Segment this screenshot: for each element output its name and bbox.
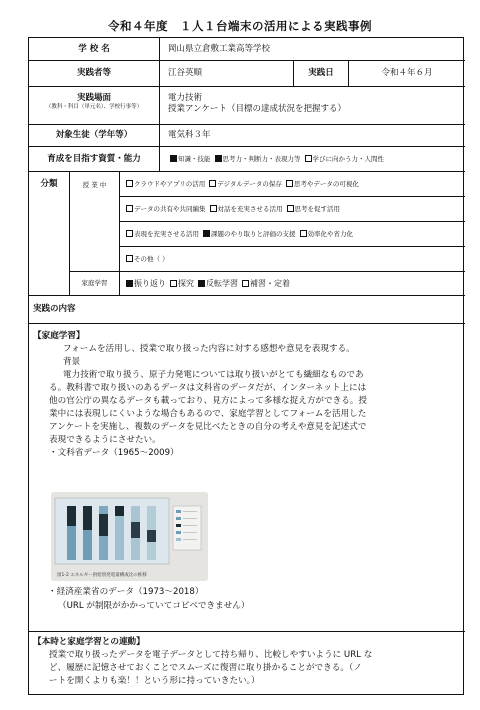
class-option[interactable]: デジタルデータの保存	[209, 179, 282, 190]
school-value: 岡山県立倉敷工業高等学校	[159, 38, 465, 60]
checkbox-icon	[286, 180, 293, 187]
home-option[interactable]: 補習・定着	[242, 278, 290, 289]
practitioner-value: 江谷英順	[159, 60, 293, 86]
checkbox-icon	[203, 230, 210, 237]
section-2	[29, 631, 465, 696]
intro-text: フォームを活用し、授業で取り扱った内容に対する感想や意見を表現する。	[63, 344, 355, 354]
class-label: 授 業 中	[69, 171, 119, 271]
paragraph-line: 他の官公庁の異なるデータも載っており、見方によって多様な捉え方ができる。授	[49, 396, 367, 406]
checkbox-icon	[126, 280, 133, 287]
data-source-1: ・文科省データ（1965～2009）	[49, 448, 179, 458]
home-label: 家庭学習	[69, 271, 119, 295]
ability-label: 育成を目指す資質・能力	[29, 146, 159, 171]
checkbox-icon	[215, 155, 222, 162]
scene-label: 実践場面	[76, 93, 111, 103]
section-2-line: ど、履歴に記憶させておくことでスムーズに復習に取り掛かることができる。（ノ	[49, 663, 362, 673]
paragraph-line: る。教科書で取り扱いのあるデータは文科省のデータだが、インターネット上には	[49, 383, 367, 393]
section-2-title: 【本時と家庭学習との連動】	[33, 637, 145, 647]
scene-line2: 授業アンケート（目標の達成状況を把握する）	[168, 104, 346, 114]
photo-caption: 図1-2 エネルギー供給別発電量構成比の推移	[57, 573, 147, 578]
checkbox-icon	[210, 205, 217, 212]
paragraph-line: 電力技術で取り扱う、原子力発電については取り扱いがとても繊細なものであ	[63, 370, 364, 380]
home-option[interactable]: 振り返り	[126, 278, 166, 289]
section-title: 【家庭学習】	[33, 331, 85, 341]
class-row-3	[119, 221, 465, 246]
checkbox-icon	[300, 230, 307, 237]
background-label: 背景	[63, 357, 81, 367]
checkbox-icon	[242, 280, 249, 287]
textbook-chart-photo	[51, 492, 208, 581]
checkbox-icon	[305, 155, 312, 162]
ability-option[interactable]: 知識・技能	[170, 154, 211, 165]
checkbox-icon	[170, 155, 177, 162]
class-option[interactable]: クラウドやアプリの活用	[126, 179, 205, 190]
scene-line1: 電力技術	[168, 93, 203, 103]
ability-option[interactable]: 思考力・判断力・表現力等	[215, 154, 301, 165]
checkbox-icon	[126, 205, 133, 212]
content-body	[29, 323, 465, 631]
classification-label: 分類	[29, 171, 69, 295]
class-option[interactable]: 思考やデータの可視化	[286, 179, 359, 190]
home-option[interactable]: 反転学習	[198, 278, 238, 289]
checkbox-icon	[209, 180, 216, 187]
class-option[interactable]: 表現を充実させる活用	[126, 229, 199, 240]
home-row	[119, 271, 465, 295]
home-option[interactable]: 探究	[170, 278, 194, 289]
data-source-2: ・経済産業省のデータ（1973～2018）	[48, 587, 204, 597]
data-source-2-note: （URL が制限がかかっていてコピペできません）	[58, 601, 250, 611]
class-row-1	[119, 171, 465, 196]
scene-label-cell	[29, 86, 159, 124]
class-row-2	[119, 196, 465, 221]
date-label: 実践日	[293, 60, 348, 86]
class-option[interactable]: 思考を促す活用	[287, 204, 341, 215]
scene-value-cell	[159, 86, 465, 124]
scene-sublabel: （教科・科目（単元名）、学校行事等）	[45, 104, 143, 110]
ability-option[interactable]: 学びに向かう力・人間性	[305, 154, 385, 165]
section-2-line: ートを開くよりも楽！！という形に持っていきたい。）	[49, 676, 260, 686]
paragraph-line: 表現できるようにさせたい。	[49, 435, 161, 445]
page-title: 令和４年度 １人１台端末の活用による実践事例	[108, 19, 372, 33]
checkbox-icon	[198, 280, 205, 287]
date-value: 令和４年６月	[348, 60, 465, 86]
ability-options	[159, 146, 465, 171]
target-label: 対象生徒（学年等）	[29, 124, 159, 146]
school-label: 学 校 名	[78, 43, 110, 54]
checkbox-icon	[126, 255, 133, 262]
class-option[interactable]: その他（ ）	[126, 254, 169, 265]
class-row-4	[119, 246, 465, 271]
class-option[interactable]: 対話を充実させる活用	[210, 204, 283, 215]
class-option[interactable]: 課題のやり取りと評価の支援	[203, 229, 296, 240]
checkbox-icon	[287, 205, 294, 212]
content-heading: 実践の内容	[29, 295, 465, 323]
paragraph-line: アンケートを実施し、複数のデータを見比べたときの自分の考えや意見を記述式で	[49, 422, 367, 432]
class-option[interactable]: データの共有や共同編集	[126, 204, 206, 215]
checkbox-icon	[170, 280, 177, 287]
practitioner-label: 実践者等	[29, 60, 159, 86]
chart-photo-graphic	[51, 492, 208, 581]
section-2-line: 授業で取り扱ったデータを電子データとして持ち帰り、比較しやすいように URL な	[49, 650, 373, 660]
paragraph-line: 業中には表現しにくいような場合もあるので、家庭学習としてフォームを活用した	[49, 409, 367, 419]
checkbox-icon	[126, 180, 133, 187]
checkbox-icon	[126, 230, 133, 237]
target-value: 電気科３年	[159, 124, 465, 146]
class-option[interactable]: 効率化や省力化	[300, 229, 354, 240]
